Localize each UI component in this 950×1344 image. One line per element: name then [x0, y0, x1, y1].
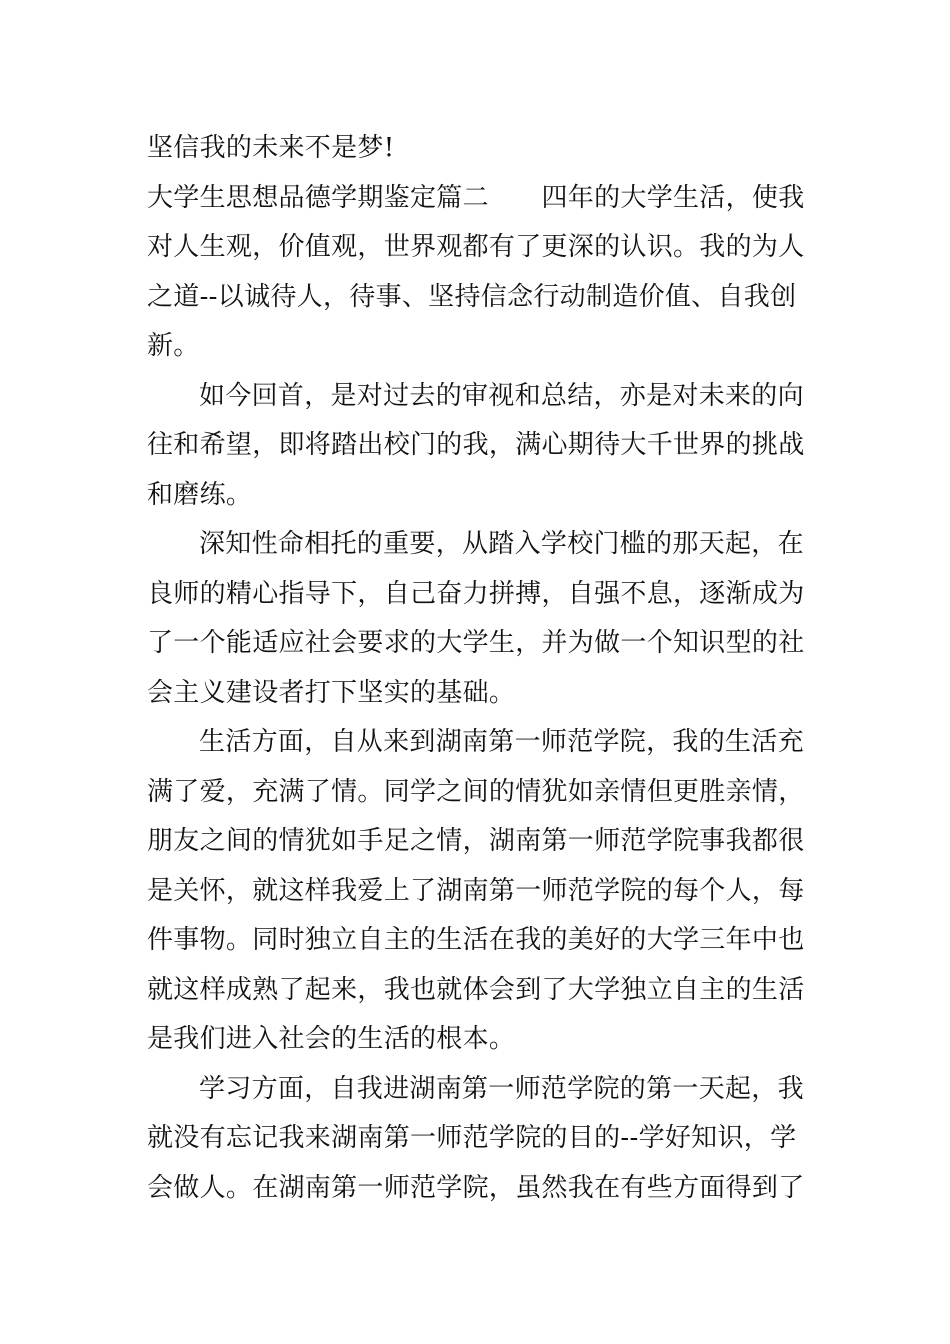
text-line: 就这样成熟了起来，我也就体会到了大学独立自主的生活	[147, 974, 805, 1005]
text-line: 朋友之间的情犹如手足之情，湖南第一师范学院事我都很	[147, 826, 805, 856]
text-line: 是关怀，就这样我爱上了湖南第一师范学院的每个人，每	[147, 875, 805, 906]
text-line: 新。	[147, 331, 200, 361]
text-line: 满了爱，充满了情。同学之间的情犹如亲情但更胜亲情，	[147, 776, 805, 807]
text-line: 会做人。在湖南第一师范学院，虽然我在有些方面得到了	[147, 1172, 805, 1203]
text-line: 了一个能适应社会要求的大学生，并为做一个知识型的社	[147, 628, 805, 658]
text-line: 是我们进入社会的生活的根本。	[147, 1024, 516, 1054]
paragraph-start-line: 生活方面，自从来到湖南第一师范学院，我的生活充	[199, 727, 804, 757]
text-line: 良师的精心指导下，自己奋力拼搏，自强不息，逐渐成为	[147, 578, 805, 609]
text-line: 件事物。同时独立自主的生活在我的美好的大学三年中也	[147, 925, 805, 955]
text-line: 坚信我的未来不是梦!	[147, 133, 395, 163]
section-heading-line: 大学生思想品德学期鉴定篇二 四年的大学生活，使我	[147, 182, 805, 213]
text-line: 会主义建设者打下坚实的基础。	[147, 677, 516, 708]
text-line: 就没有忘记我来湖南第一师范学院的目的--学好知识，学	[147, 1123, 797, 1153]
paragraph-start-line: 深知性命相托的重要，从踏入学校门槛的那天起，在	[199, 529, 804, 559]
text-line: 和磨练。	[147, 479, 253, 510]
paragraph-start-line: 如今回首，是对过去的审视和总结，亦是对未来的向	[199, 380, 804, 411]
text-line: 往和希望，即将踏出校门的我，满心期待大千世界的挑战	[147, 430, 805, 460]
document-body	[147, 124, 812, 1213]
paragraph-start-line: 学习方面，自我进湖南第一师范学院的第一天起，我	[199, 1073, 804, 1104]
text-line: 对人生观，价值观，世界观都有了更深的认识。我的为人	[147, 232, 805, 262]
text-line: 之道--以诚待人，待事、坚持信念行动制造价值、自我创	[147, 281, 797, 312]
